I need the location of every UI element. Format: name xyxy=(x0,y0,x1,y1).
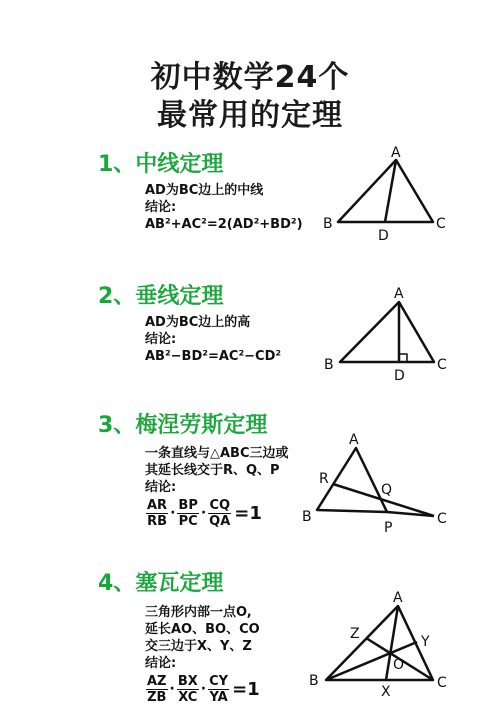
equals-one: =1 xyxy=(232,679,260,700)
multiply-dot: · xyxy=(200,505,207,521)
section-number: 4、 xyxy=(98,571,136,596)
denominator: YA xyxy=(209,690,228,705)
vertex-label-c: C xyxy=(437,511,447,527)
vertex-label-a: A xyxy=(349,432,359,448)
conclusion-label: 结论: xyxy=(145,656,177,671)
point-label-x: X xyxy=(381,684,391,700)
numerator: AR xyxy=(147,498,168,513)
denominator: PC xyxy=(178,514,198,529)
vertex-label-b: B xyxy=(324,357,334,373)
page-title-line2: 最常用的定理 xyxy=(157,98,343,133)
equals-one: =1 xyxy=(234,503,262,524)
description-line: 三角形内部一点O, xyxy=(145,605,252,620)
multiply-dot: · xyxy=(169,681,175,697)
vertex-label-c: C xyxy=(436,216,446,232)
conclusion-label: 结论: xyxy=(145,480,177,495)
page-title-line1: 初中数学24个 xyxy=(150,60,350,95)
description-line: AD为BC边上的高 xyxy=(145,315,251,330)
vertex-label-b: B xyxy=(302,509,312,525)
section-title: 中线定理 xyxy=(135,152,224,177)
numerator: CQ xyxy=(209,498,231,513)
vertex-label-a: A xyxy=(391,145,401,161)
point-label-r: R xyxy=(319,471,329,487)
denominator: RB xyxy=(147,514,167,529)
multiply-dot: · xyxy=(200,681,207,697)
section-title: 梅涅劳斯定理 xyxy=(135,413,268,438)
multiply-dot: · xyxy=(170,505,176,521)
point-label-d: D xyxy=(378,228,389,244)
conclusion-label: 结论: xyxy=(145,200,177,215)
denominator: XC xyxy=(178,690,198,705)
formula: AB²+AC²=2(AD²+BD²) xyxy=(145,217,303,232)
denominator: ZB xyxy=(147,690,167,705)
description-line: 延长AO、BO、CO xyxy=(145,622,260,637)
point-label-p: P xyxy=(384,520,393,536)
section-title: 塞瓦定理 xyxy=(135,571,224,596)
formula: AB²−BD²=AC²−CD² xyxy=(145,349,282,364)
vertex-label-c: C xyxy=(437,675,447,691)
description-line: AD为BC边上的中线 xyxy=(145,183,264,198)
vertex-label-b: B xyxy=(323,216,333,232)
section-number: 2、 xyxy=(98,284,136,309)
description-line: 一条直线与△ABC三边或 xyxy=(145,446,289,461)
numerator: CY xyxy=(209,674,229,689)
denominator: QA xyxy=(209,514,231,529)
point-label-y: Y xyxy=(421,634,430,650)
numerator: BX xyxy=(177,674,198,689)
vertex-label-a: A xyxy=(394,286,404,302)
section-title: 垂线定理 xyxy=(135,284,224,309)
point-label-d: D xyxy=(394,368,405,384)
numerator: BP xyxy=(178,498,198,513)
point-label-z: Z xyxy=(350,626,360,642)
vertex-label-a: A xyxy=(393,590,403,606)
vertex-label-c: C xyxy=(437,357,447,373)
section-number: 1、 xyxy=(98,152,136,177)
description-line: 其延长线交于R、Q、P xyxy=(145,463,280,478)
vertex-label-b: B xyxy=(309,673,319,689)
conclusion-label: 结论: xyxy=(145,332,177,347)
point-label-q: Q xyxy=(381,482,393,498)
numerator: AZ xyxy=(147,674,167,689)
description-line: 交三边于X、Y、Z xyxy=(145,639,252,654)
section-number: 3、 xyxy=(98,413,136,438)
point-label-o: O xyxy=(393,657,405,673)
